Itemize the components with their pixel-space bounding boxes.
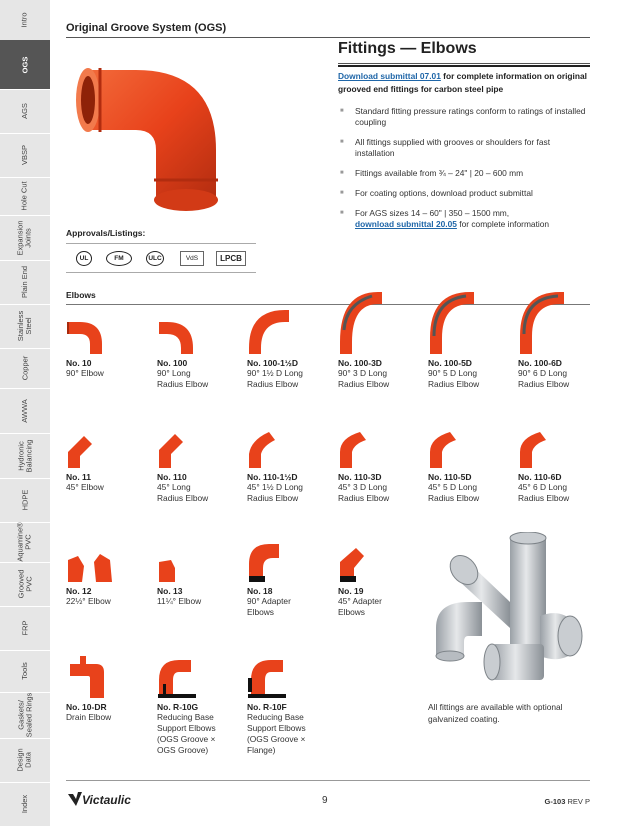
product-desc: 22½° Elbow <box>66 596 111 606</box>
fittings-header <box>338 40 590 239</box>
product-desc: Reducing Base Support Elbows (OGS Groove × Flange) <box>247 712 306 755</box>
product-number: No. 110-1½D <box>247 472 298 482</box>
product-no-r-10f <box>247 654 335 756</box>
ul-logo: UL <box>76 251 92 266</box>
product-desc: 45° 6 D Long Radius Elbow <box>518 482 570 503</box>
product-no-11 <box>66 434 154 493</box>
tab-intro[interactable]: Intro <box>0 0 50 41</box>
footer-rule <box>66 780 590 781</box>
tab-awwa[interactable]: AWWA <box>0 388 50 434</box>
product-number: No. 100-3D <box>338 358 382 368</box>
tab-stainless-steel[interactable]: Stainless Steel <box>0 304 50 349</box>
product-number: No. 110 <box>157 472 187 482</box>
tab-ags[interactable]: AGS <box>0 89 50 134</box>
tab-tools[interactable]: Tools <box>0 650 50 693</box>
tab-plain-end[interactable]: Plain End <box>0 260 50 305</box>
fittings-title: Fittings — Elbows <box>338 40 590 64</box>
tab-copper[interactable]: Copper <box>0 348 50 389</box>
section-tab-strip <box>0 0 50 826</box>
product-no-100-5d <box>428 290 516 390</box>
tab-grooved-pvc[interactable]: Grooved PVC <box>0 562 50 607</box>
drain-elbow-icon <box>66 654 106 700</box>
product-desc: 45° 5 D Long Radius Elbow <box>428 482 480 503</box>
product-desc: 45° Long Radius Elbow <box>157 482 209 503</box>
product-no-110-1-5d <box>247 430 335 504</box>
bullet-item: ■ Fittings available from ¾ – 24" | 20 – 600 mm <box>338 168 590 179</box>
bullet-item: ■ All fittings supplied with grooves or shoulders for fast installation <box>338 137 590 159</box>
product-desc: 90° Adapter Elbows <box>247 596 291 617</box>
tab-hydronic-balancing[interactable]: Hydronic Balancing <box>0 433 50 479</box>
lpcb-logo: LPCB <box>216 251 246 266</box>
tab-vbsp[interactable]: VBSP <box>0 133 50 178</box>
product-desc: 90° 5 D Long Radius Elbow <box>428 368 480 389</box>
product-number: No. R-10G <box>157 702 199 712</box>
tab-hole-cut[interactable]: Hole Cut <box>0 177 50 216</box>
product-no-100-6d <box>518 290 606 390</box>
product-desc: 90° 6 D Long Radius Elbow <box>518 368 570 389</box>
tab-design-data[interactable]: Design Data <box>0 738 50 783</box>
product-desc: 45° Adapter Elbows <box>338 596 382 617</box>
product-desc: Reducing Base Support Elbows (OGS Groove × OGS Groove) <box>157 712 216 755</box>
bullet-item: ■ For AGS sizes 14 – 60" | 350 – 1500 mm, download submittal 20.05 for complete information <box>338 208 590 230</box>
product-number: No. 100 <box>157 358 188 368</box>
product-number: No. 19 <box>338 586 364 596</box>
hero-elbow-image <box>66 40 256 220</box>
page-code: G-103 REV P <box>544 797 590 806</box>
product-no-110 <box>157 432 245 504</box>
product-no-10 <box>66 320 154 379</box>
elbow-11-25-icon <box>157 556 187 584</box>
tab-hdpe[interactable]: HDPE <box>0 478 50 523</box>
top-divider <box>66 37 590 38</box>
product-desc: 90° Elbow <box>66 368 104 378</box>
elbow-45-1-5d-icon <box>247 430 279 470</box>
elbow-90-1-5d-icon <box>247 308 291 356</box>
product-number: No. 12 <box>66 586 92 596</box>
elbow-22-5-icon <box>66 548 116 584</box>
page-number: 9 <box>322 795 328 806</box>
elbow-90-5d-icon <box>428 290 476 356</box>
product-number: No. 10 <box>66 358 92 368</box>
adapter-elbow-45-icon <box>338 544 368 584</box>
product-desc: 45° 1½ D Long Radius Elbow <box>247 482 303 503</box>
elbow-45-3d-icon <box>338 430 370 470</box>
elbow-45-6d-icon <box>518 430 550 470</box>
product-desc: 45° 3 D Long Radius Elbow <box>338 482 390 503</box>
product-number: No. 110-5D <box>428 472 472 482</box>
product-no-100-3d <box>338 290 426 390</box>
product-number: No. 11 <box>66 472 92 482</box>
product-desc: 90° 1½ D Long Radius Elbow <box>247 368 303 389</box>
product-no-100 <box>157 320 245 390</box>
product-no-110-6d <box>518 430 606 504</box>
product-no-110-5d <box>428 430 516 504</box>
elbow-90-icon <box>66 320 106 356</box>
victaulic-logo <box>66 788 144 810</box>
product-no-110-3d <box>338 430 426 504</box>
product-desc: Drain Elbow <box>66 712 112 722</box>
product-number: No. 100-1½D <box>247 358 299 368</box>
product-number: No. 13 <box>157 586 183 596</box>
vds-logo: VdS <box>180 251 204 266</box>
title-rule <box>338 65 590 67</box>
feature-bullets <box>338 106 590 230</box>
adapter-elbow-90-icon <box>247 540 281 584</box>
elbow-90-6d-icon <box>518 290 566 356</box>
ulc-logo: ULC <box>146 251 164 266</box>
tab-aquamine-pvc[interactable]: Aquamine® PVC <box>0 522 50 563</box>
product-no-10-dr <box>66 654 154 723</box>
download-submittal-0701-link[interactable]: Download submittal 07.01 <box>338 71 441 81</box>
product-no-100-1-5d <box>247 308 335 390</box>
product-number: No. 110-3D <box>338 472 382 482</box>
product-number: No. 10-DR <box>66 702 107 712</box>
product-desc: 90° Long Radius Elbow <box>157 368 209 389</box>
tab-frp[interactable]: FRP <box>0 606 50 651</box>
product-no-18 <box>247 540 335 618</box>
fm-logo: FM <box>106 251 132 266</box>
reducing-base-elbow-flange-icon <box>247 654 287 700</box>
elbows-label: Elbows <box>66 290 96 300</box>
product-number: No. R-10F <box>247 702 287 712</box>
elbow-45-icon <box>66 434 96 470</box>
product-number: No. 110-6D <box>518 472 562 482</box>
product-number: No. 100-6D <box>518 358 562 368</box>
intro-text: Download submittal 07.01 for complete information on original grooved end fittings for carbon steel pipe <box>338 71 587 94</box>
product-desc: 45° Elbow <box>66 482 104 492</box>
svg-text:Victaulic: Victaulic <box>82 793 131 807</box>
download-submittal-2005-link[interactable]: download submittal 20.05 <box>355 219 457 229</box>
tab-gaskets[interactable]: Gaskets/ Sealed Rings <box>0 692 50 739</box>
product-desc: 90° 3 D Long Radius Elbow <box>338 368 390 389</box>
tab-index[interactable]: Index <box>0 782 50 827</box>
tab-expansion-joints[interactable]: Expansion Joints <box>0 215 50 261</box>
tab-ogs[interactable]: OGS <box>0 40 50 90</box>
product-desc: 11¼° Elbow <box>157 596 202 606</box>
bullet-item: ■ For coating options, download product submittal <box>338 188 590 199</box>
product-no-13 <box>157 556 245 607</box>
elbow-45-5d-icon <box>428 430 460 470</box>
section-title: Original Groove System (OGS) <box>66 22 227 34</box>
reducing-base-elbow-groove-icon <box>157 654 197 700</box>
product-no-r-10g <box>157 654 245 756</box>
product-number: No. 18 <box>247 586 273 596</box>
bullet-item: ■ Standard fitting pressure ratings conform to ratings of installed coupling <box>338 106 590 128</box>
product-number: No. 100-5D <box>428 358 472 368</box>
elbow-45-long-icon <box>157 432 187 470</box>
approval-logos <box>66 243 256 273</box>
galvanized-fittings-image <box>428 532 590 692</box>
approvals-label: Approvals/Listings: <box>66 228 146 238</box>
elbow-90-3d-icon <box>338 290 384 356</box>
elbow-90-long-icon <box>157 320 197 356</box>
galvanized-note: All fittings are available with optional galvanized coating. <box>428 702 563 724</box>
product-no-19 <box>338 544 426 618</box>
product-no-12 <box>66 548 154 607</box>
